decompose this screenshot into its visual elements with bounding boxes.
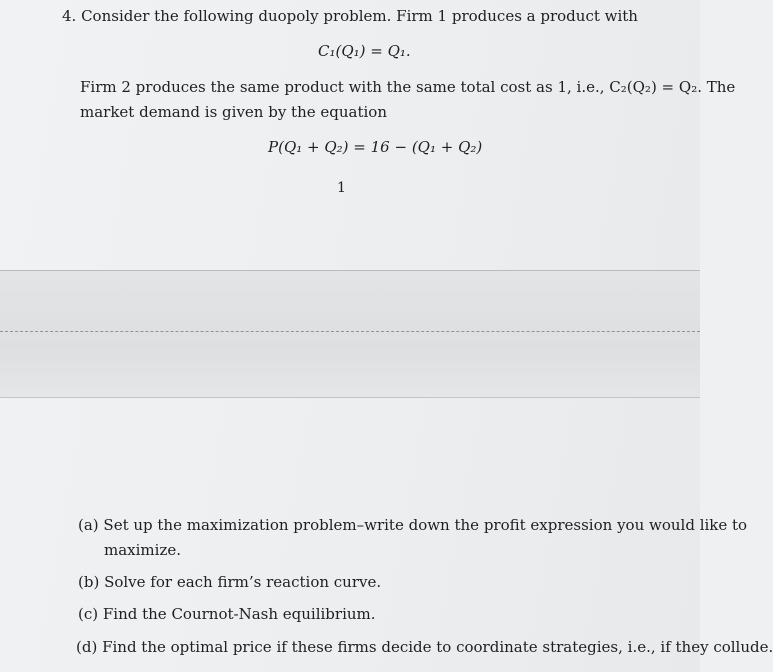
- page-break-strip: [0, 270, 700, 398]
- page-number: 1: [337, 180, 346, 196]
- paragraph-line-2: market demand is given by the equation: [80, 103, 387, 121]
- paragraph-line-1: Firm 2 produces the same product with the same total cost as 1, i.e., C₂(Q₂) = Q₂. The: [80, 78, 736, 96]
- page-break-dashed-line: [0, 331, 700, 332]
- problem-heading: 4. Consider the following duopoly problem. Firm 1 produces a product with: [62, 7, 638, 25]
- cost-equation-firm-1: C₁(Q₁) = Q₁.: [318, 42, 411, 60]
- part-a-line-2: maximize.: [104, 541, 181, 559]
- part-b: (b) Solve for each firm’s reaction curve.: [78, 573, 382, 591]
- part-c: (c) Find the Cournot-Nash equilibrium.: [78, 605, 376, 623]
- part-d: (d) Find the optimal price if these firms decide to coordinate strategies, i.e., if they collude.: [76, 638, 773, 656]
- demand-equation: P(Q₁ + Q₂) = 16 − (Q₁ + Q₂): [268, 138, 483, 156]
- part-a-line-1: (a) Set up the maximization problem–write down the profit expression you would like to: [78, 516, 748, 534]
